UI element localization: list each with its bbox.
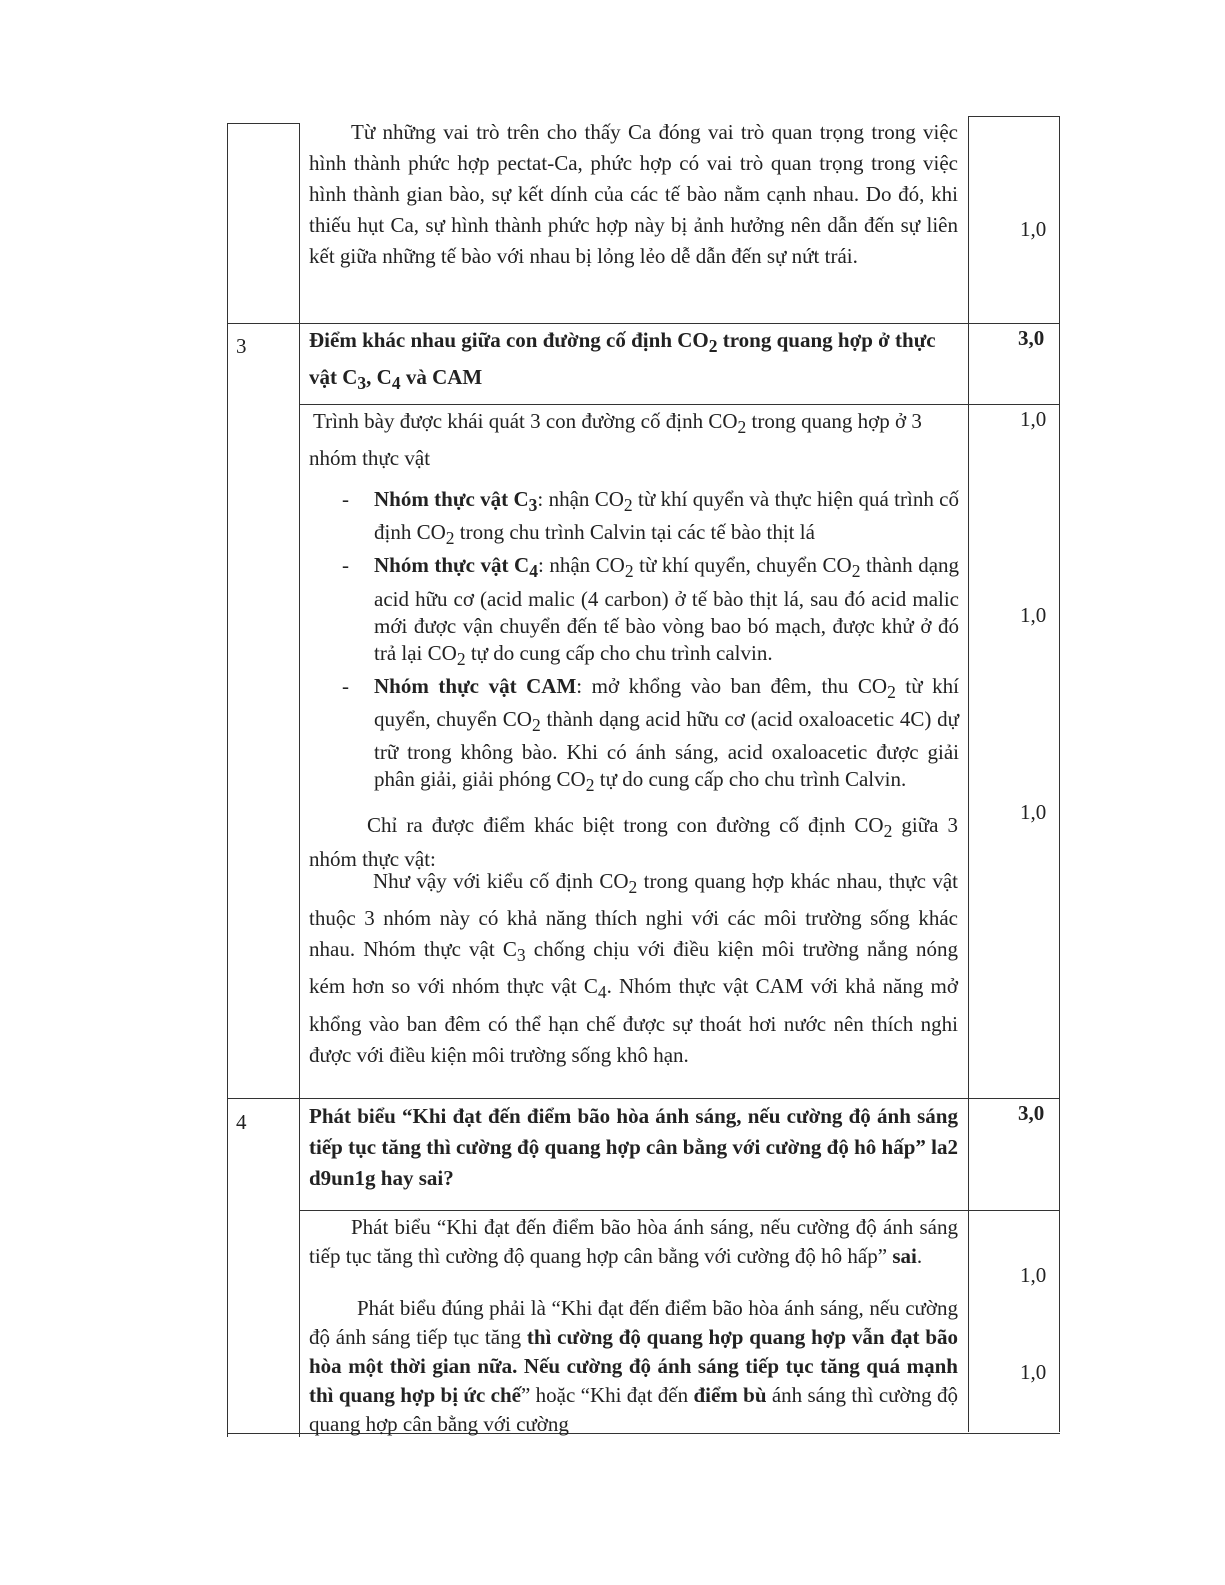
row-separator-q3 — [227, 323, 1060, 324]
table-divider-number-col — [299, 123, 300, 1437]
question-3-total-score: 3,0 — [1018, 326, 1045, 350]
table-divider-score-col — [968, 116, 969, 1432]
question-3-intro-score: 1,0 — [1020, 407, 1047, 431]
question-3-bullets-score: 1,0 — [1020, 603, 1047, 627]
row-separator-q4-body — [299, 1210, 1060, 1211]
question-3-conclusion: Như vậy với kiểu cố định $CO_2$ trong quang hợp khác nhau, thực vật thuộc 3 nhóm này có khả năng thích nghi với các môi trường sống khác nhau. Nhóm thực vật $C_3$ chống chịu với điều kiện môi trường nắng nóng kém hơn so với nhóm thực vật $C_4$. Nhóm thực vật CAM với khả năng mở khổng vào ban đêm có thể hạn chế được sự thoát hơi nước nên thích nghi được với điều kiện môi trường sống khô hạn. — [309, 869, 959, 1067]
row-separator-q4 — [227, 1098, 1060, 1099]
question-4-title: Phát biểu “Khi đạt đến điểm bão hòa ánh sáng, nếu cường độ ánh sáng tiếp tục tăng thì cường độ quang hợp cân bằng với cường độ hô hấp” la2 d9un1g hay sai? — [309, 1104, 958, 1190]
continuation-paragraph — [309, 117, 958, 272]
question-3-intro: Trình bày được khái quát 3 con đường cố định $CO_2$ trong quang hợp ở 3 nhóm thực vật — [309, 409, 922, 471]
bullet-dash: - — [342, 553, 349, 578]
question-number-4: 4 — [236, 1110, 247, 1134]
question-3-difference-score: 1,0 — [1020, 800, 1047, 824]
table-border-right — [1059, 116, 1060, 1432]
bullet-c3: - Nhóm thực vật $C_3$: nhận $CO_2$ từ khí quyển và thực hiện quá trình cố định $CO_2$ trong chu trình Calvin tại các tế bào thịt lá — [342, 487, 959, 549]
continuation-text: Từ những vai trò trên cho thấy Ca đóng vai trò quan trọng trong việc hình thành phức hợp pectat-Ca, phức hợp có vai trò quan trọng trong việc hình thành gian bào, sự kết dính của các tế bào nằm cạnh nhau. Do đó, khi thiếu hụt Ca, sự hình thành phức hợp này bị ảnh hưởng nên dẫn đến sự liên kết giữa những tế bào với nhau bị lỏng lẻo dễ dẫn đến sự nứt trái. — [309, 120, 958, 268]
table-border-left — [227, 123, 228, 1437]
question-4-answer-1: Phát biểu “Khi đạt đến điểm bão hòa ánh sáng, nếu cường độ ánh sáng tiếp tục tăng thì cường độ quang hợp cân bằng với cường độ hô hấp” sai. — [309, 1215, 958, 1268]
question-4-answer-2: Phát biểu đúng phải là “Khi đạt đến điểm bão hòa ánh sáng, nếu cường độ ánh sáng tiếp tục tăng thì cường độ quang hợp quang hợp vẫn đạt bão hòa một thời gian nữa. Nếu cường độ ánh sáng tiếp tục tăng quá mạnh thì quang hợp bị ức chế” hoặc “Khi đạt đến điểm bù ánh sáng thì cường độ quang hợp cân bằng với cường — [309, 1296, 958, 1436]
question-number-3: 3 — [236, 334, 247, 358]
bullet-cam: - Nhóm thực vật CAM: mở khổng vào ban đêm, thu $CO_2$ từ khí quyển, chuyển $CO_2$ thành dạng acid hữu cơ (acid oxaloacetic 4C) dự trữ trong không bào. Khi có ánh sáng, acid oxaloacetic được giải phân giải, giải phóng $CO_2$ tự do cung cấp cho chu trình Calvin. — [342, 673, 960, 796]
question-3-bullet-list — [342, 486, 960, 799]
row-separator-q3-body — [299, 404, 1060, 405]
bullet-dash: - — [342, 487, 349, 511]
question-4-answer-2-score: 1,0 — [1020, 1360, 1047, 1384]
bullet-dash: - — [342, 673, 349, 698]
bullet-c4: - Nhóm thực vật $C_4$: nhận $CO_2$ từ khí quyển, chuyển $CO_2$ thành dạng acid hữu cơ (acid malic (4 carbon) ở tế bào thịt lá, sau đó acid malic mới được vận chuyển đến tế bào vòng bao bó mạch, được khử ở đó trả lại $CO_2$ tự do cung cấp cho chu trình calvin. — [342, 553, 960, 669]
question-3-difference: Chỉ ra được điểm khác biệt trong con đường cố định $CO_2$ giữa 3 nhóm thực vật: — [309, 813, 958, 872]
continuation-score: 1,0 — [1020, 217, 1047, 241]
question-4-total-score: 3,0 — [1018, 1101, 1045, 1125]
table-top-line — [968, 116, 1060, 117]
table-top-line-left — [227, 123, 300, 124]
question-4-answer-1-score: 1,0 — [1020, 1263, 1047, 1287]
question-3-title: Điểm khác nhau giữa con đường cố định $CO_2$ trong quang hợp ở thực vật $C_3$, $C_4$ và CAM — [309, 328, 936, 394]
